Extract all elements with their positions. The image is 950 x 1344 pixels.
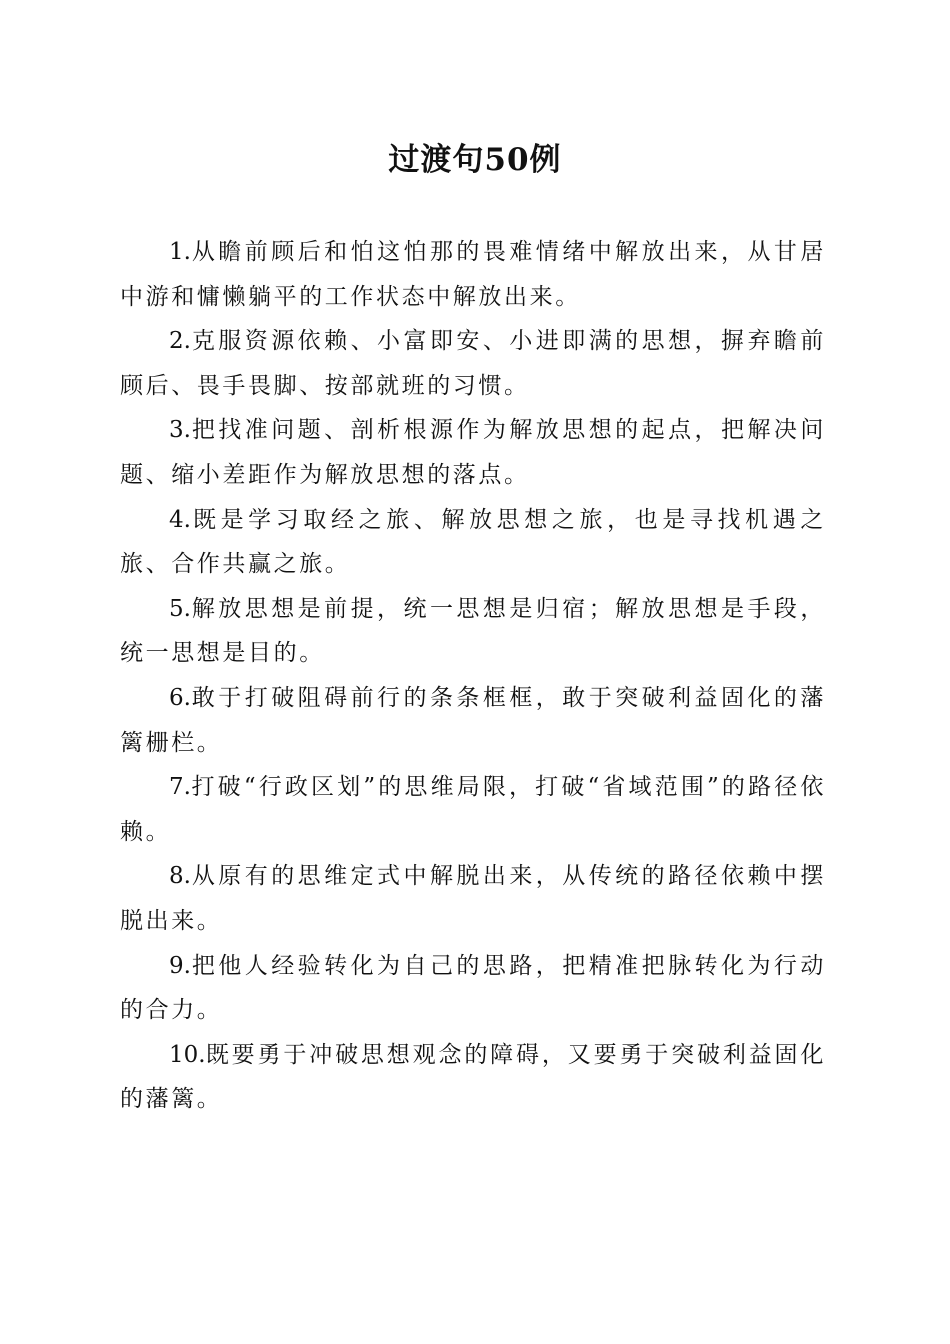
document-body (120, 230, 826, 1122)
item-number: 10. (169, 1041, 206, 1068)
list-item (120, 587, 826, 676)
list-item (120, 944, 826, 1033)
list-item (120, 408, 826, 497)
item-number: 3. (169, 417, 191, 444)
item-text: 把找准问题、剖析根源作为解放思想的起点，把解决问题、缩小差距作为解放思想的落点。 (120, 417, 826, 488)
item-text: 克服资源依赖、小富即安、小进即满的思想，摒弃瞻前顾后、畏手畏脚、按部就班的习惯。 (120, 328, 826, 399)
item-number: 5. (169, 595, 191, 622)
item-number: 9. (169, 952, 191, 979)
item-number: 7. (169, 774, 191, 801)
item-number: 2. (169, 328, 191, 355)
item-text: 敢于打破阻碍前行的条条框框，敢于突破利益固化的藩篱栅栏。 (120, 684, 826, 756)
item-number: 1. (169, 239, 191, 265)
item-text: 从原有的思维定式中解脱出来，从传统的路径依赖中摆脱出来。 (120, 863, 826, 934)
list-item (120, 230, 826, 319)
list-item (120, 319, 826, 408)
list-item (120, 676, 826, 765)
item-number: 4. (169, 506, 191, 533)
item-number: 8. (169, 863, 191, 890)
item-number: 6. (169, 684, 191, 711)
list-item (120, 765, 826, 854)
list-item (120, 1033, 826, 1122)
list-item (120, 498, 826, 587)
item-text: 从瞻前顾后和怕这怕那的畏难情绪中解放出来，从甘居中游和慵懒躺平的工作状态中解放出来。 (120, 239, 826, 310)
item-text: 既是学习取经之旅、解放思想之旅，也是寻找机遇之旅、合作共赢之旅。 (120, 506, 826, 578)
item-text: 把他人经验转化为自己的思路，把精准把脉转化为行动的合力。 (120, 952, 826, 1024)
item-text: 既要勇于冲破思想观念的障碍，又要勇于突破利益固化的藩篱。 (120, 1041, 826, 1113)
document-title: 过渡句50例 (388, 142, 562, 178)
list-item (120, 854, 826, 943)
item-text: 打破“行政区划”的思维局限，打破“省域范围”的路径依赖。 (120, 774, 826, 845)
item-text: 解放思想是前提，统一思想是归宿；解放思想是手段，统一思想是目的。 (120, 595, 826, 667)
